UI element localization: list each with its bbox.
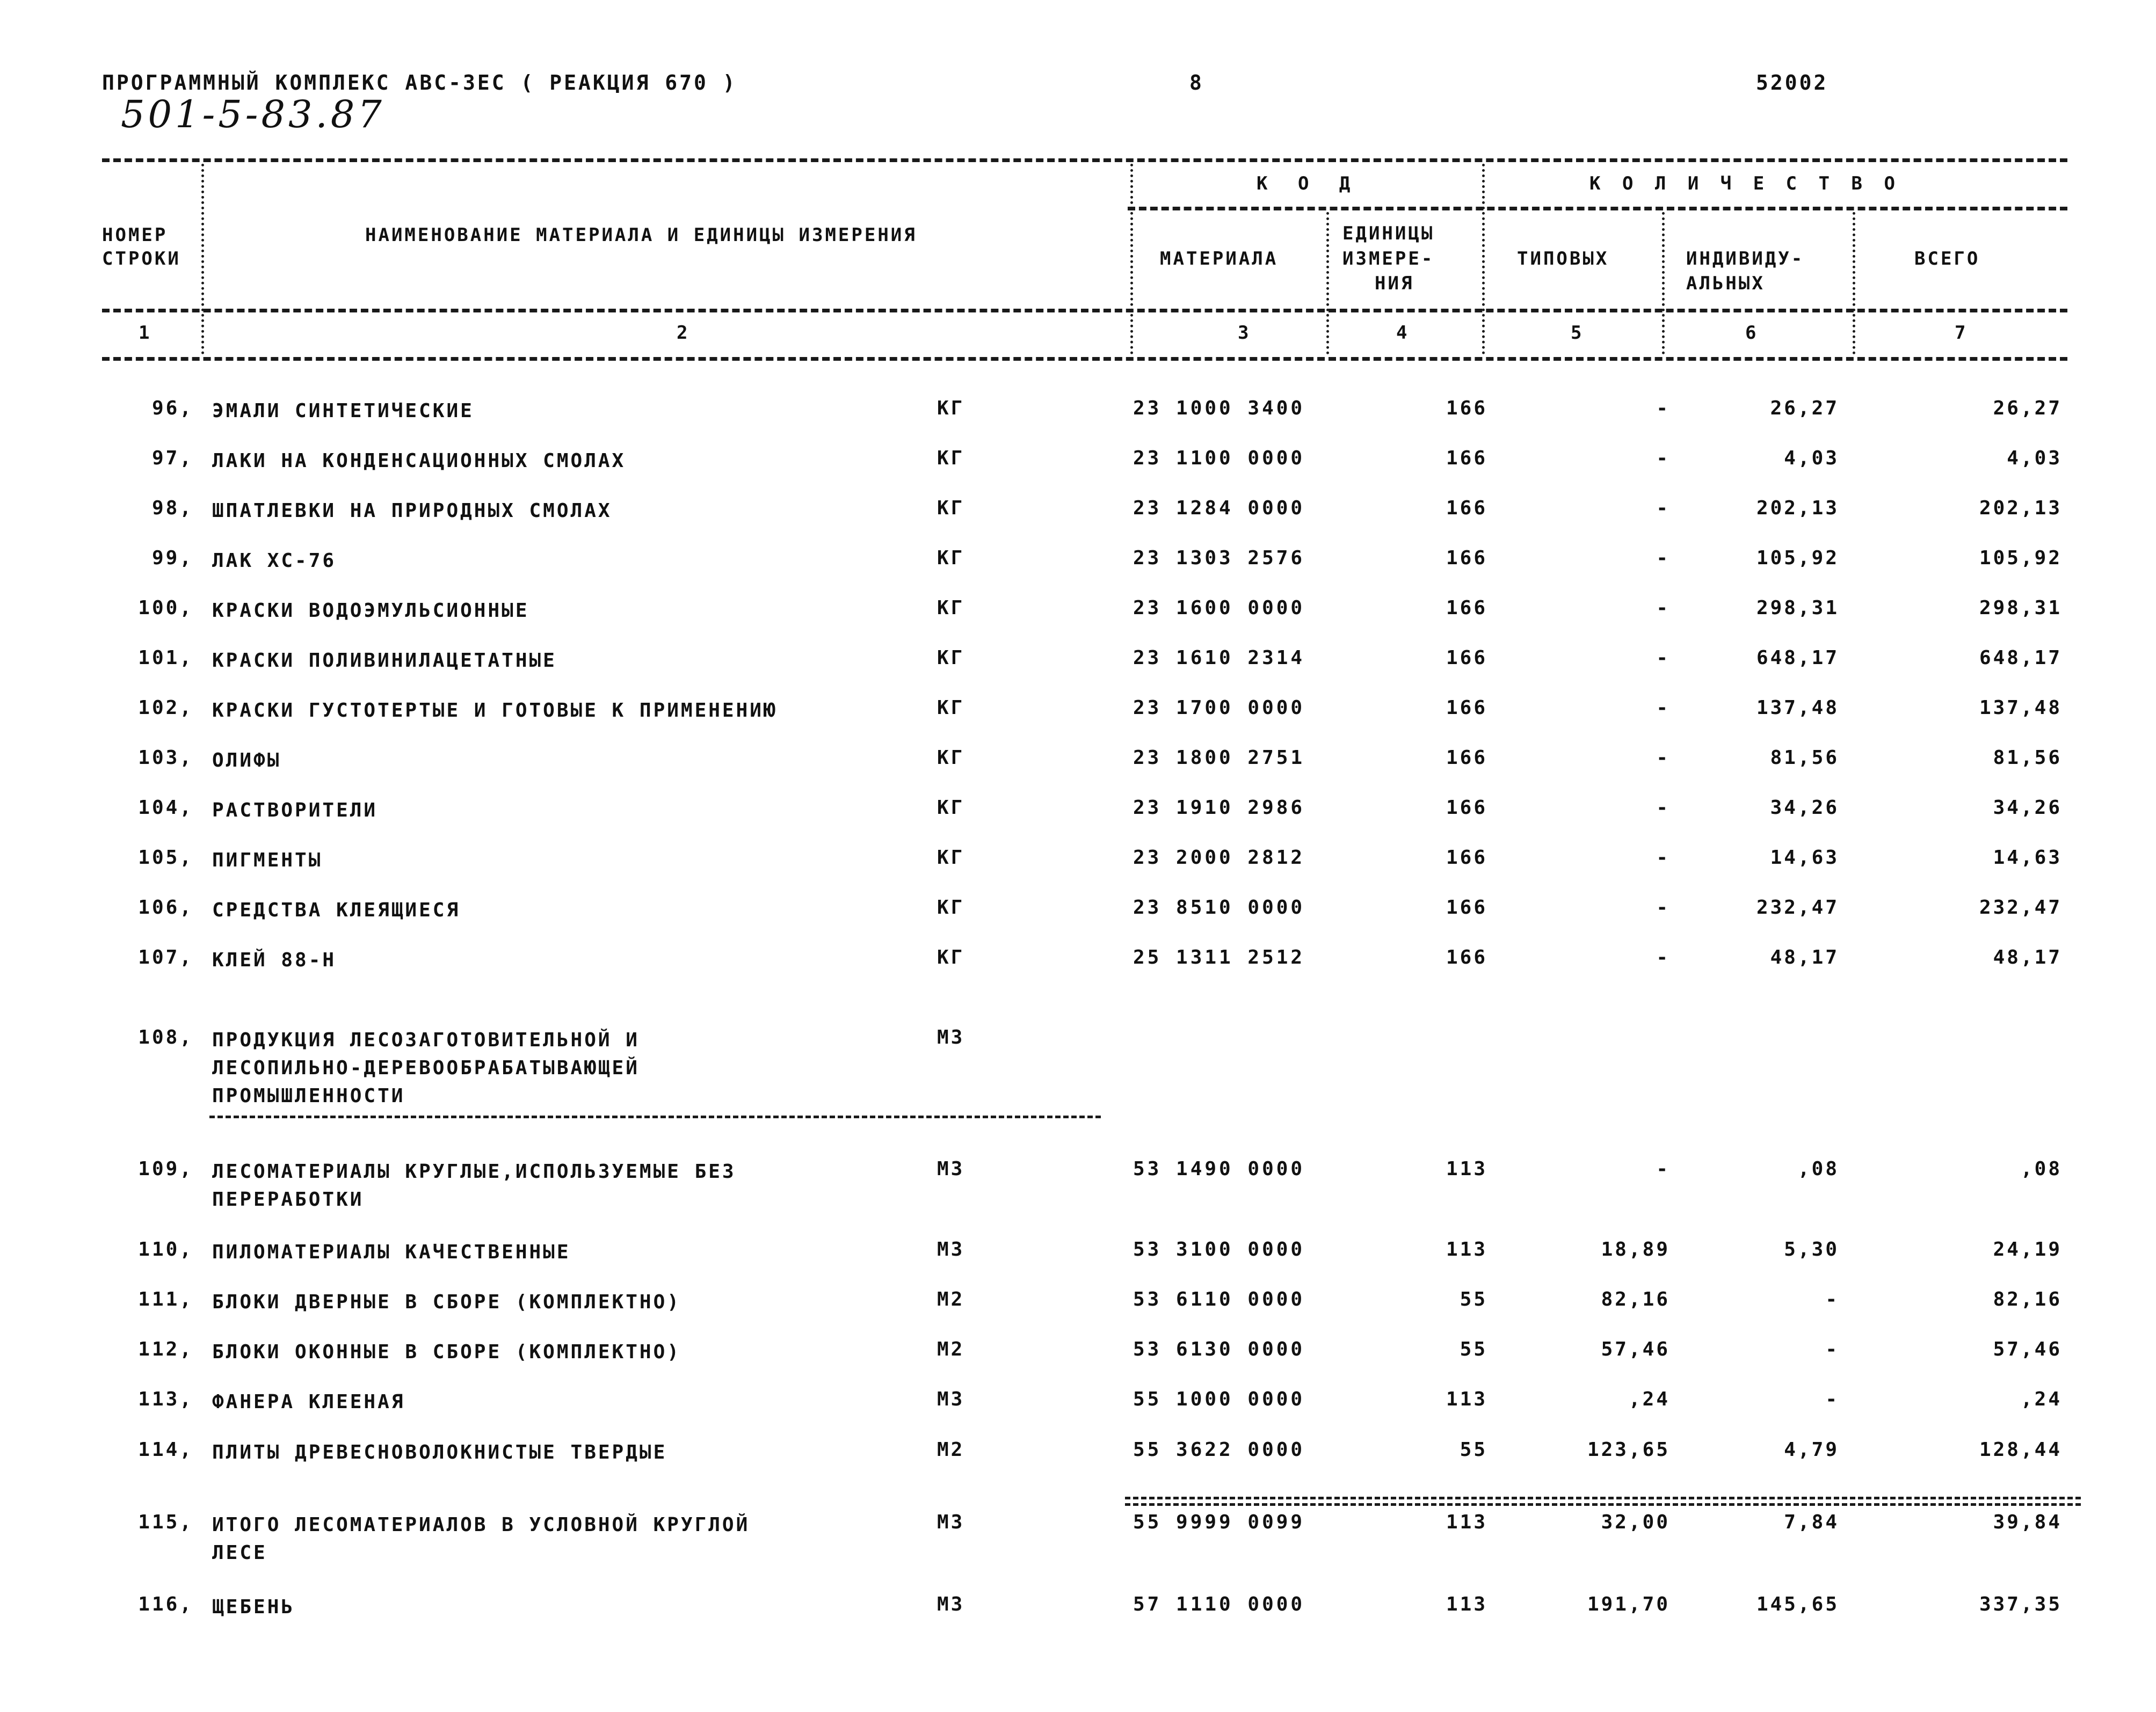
material-name: БЛОКИ ОКОННЫЕ В СБОРЕ (КОМПЛЕКТНО) (212, 1341, 681, 1363)
qty-total: 202,13 (1979, 497, 2062, 519)
header-separator (1853, 212, 1855, 354)
col-number-1: 1 (139, 322, 152, 344)
header-separator (1662, 212, 1665, 354)
material-name: ПЛИТЫ ДРЕВЕСНОВОЛОКНИСТЫЕ ТВЕРДЫЕ (212, 1441, 667, 1463)
col-header-individual-l1: ИНДИВИДУ- (1686, 248, 1805, 269)
qty-total: 26,27 (1993, 397, 2062, 419)
row-number: 116, (138, 1593, 193, 1615)
material-code: 23 1910 2986 (1133, 797, 1305, 819)
unit-code: 113 (1446, 1593, 1487, 1615)
qty-typical: - (1656, 747, 1670, 769)
unit-code: 113 (1446, 1158, 1487, 1180)
unit: КГ (937, 647, 965, 669)
col-number-5: 5 (1571, 322, 1584, 344)
material-code: 53 3100 0000 (1133, 1239, 1305, 1261)
material-code: 55 9999 0099 (1133, 1511, 1305, 1533)
material-code: 23 1100 0000 (1133, 447, 1305, 469)
material-code: 57 1110 0000 (1133, 1593, 1305, 1615)
qty-individual: 137,48 (1756, 697, 1839, 719)
row-number: 106, (138, 897, 193, 919)
material-name-line-1: ПРОДУКЦИЯ ЛЕСОЗАГОТОВИТЕЛЬНОЙ И (212, 1029, 640, 1051)
total-separator-rule-bottom (1125, 1503, 2081, 1506)
group-heading-underline (209, 1116, 1101, 1118)
row-number: 111, (138, 1288, 193, 1310)
unit-code: 166 (1446, 547, 1487, 569)
material-name-line-3: ПРОМЫШЛЕННОСТИ (212, 1085, 405, 1107)
material-code: 53 1490 0000 (1133, 1158, 1305, 1180)
row-number: 102, (138, 697, 193, 719)
row-number: 100, (138, 597, 193, 619)
material-code: 23 1610 2314 (1133, 647, 1305, 669)
qty-individual: ,08 (1797, 1158, 1839, 1180)
unit: КГ (937, 797, 965, 819)
unit: КГ (937, 697, 965, 719)
col-header-total: ВСЕГО (1914, 248, 1980, 269)
qty-individual: 34,26 (1770, 797, 1839, 819)
unit-code: 166 (1446, 397, 1487, 419)
qty-individual: 202,13 (1756, 497, 1839, 519)
document-code: 52002 (1756, 71, 1828, 94)
col-number-2: 2 (677, 322, 690, 344)
col-header-row-number-l1: НОМЕР (102, 224, 168, 246)
material-name: ШПАТЛЕВКИ НА ПРИРОДНЫХ СМОЛАХ (212, 500, 612, 522)
material-code: 23 1800 2751 (1133, 747, 1305, 769)
unit-code: 55 (1460, 1439, 1487, 1461)
qty-individual: 298,31 (1756, 597, 1839, 619)
qty-typical: - (1656, 847, 1670, 869)
unit-code: 166 (1446, 647, 1487, 669)
material-name: КЛЕЙ 88-Н (212, 949, 337, 971)
page-number: 8 (1189, 71, 1204, 94)
col-number-6: 6 (1745, 322, 1759, 344)
qty-total: 232,47 (1979, 897, 2062, 919)
unit: КГ (937, 497, 965, 519)
row-number: 110, (138, 1239, 193, 1261)
qty-typical: 57,46 (1601, 1338, 1670, 1360)
material-name: ЭМАЛИ СИНТЕТИЧЕСКИЕ (212, 400, 474, 422)
col-header-unit-code-l3: НИЯ (1375, 273, 1414, 294)
material-name: ПИЛОМАТЕРИАЛЫ КАЧЕСТВЕННЫЕ (212, 1241, 571, 1263)
row-number: 96, (151, 397, 193, 419)
unit: М2 (937, 1288, 965, 1310)
qty-individual: 4,03 (1784, 447, 1839, 469)
qty-individual: 5,30 (1784, 1239, 1839, 1261)
qty-individual: 145,65 (1756, 1593, 1839, 1615)
unit-code: 166 (1446, 897, 1487, 919)
material-code: 23 1303 2576 (1133, 547, 1305, 569)
qty-total: 24,19 (1993, 1239, 2062, 1261)
qty-typical: - (1656, 447, 1670, 469)
header-bottom-rule (102, 309, 2067, 312)
unit-code: 166 (1446, 797, 1487, 819)
material-name: ЛАК ХС-76 (212, 550, 337, 572)
qty-typical: - (1656, 547, 1670, 569)
qty-typical: - (1656, 897, 1670, 919)
qty-individual: - (1825, 1388, 1839, 1410)
qty-typical: 18,89 (1601, 1239, 1670, 1261)
program-title: ПРОГРАММНЫЙ КОМПЛЕКС АВС-3ЕС ( РЕАКЦИЯ 670 ) (102, 71, 737, 94)
col-header-typical: ТИПОВЫХ (1517, 248, 1609, 269)
unit: М3 (937, 1158, 965, 1180)
unit: КГ (937, 897, 965, 919)
unit: М2 (937, 1439, 965, 1461)
col-number-3: 3 (1238, 322, 1251, 344)
material-name: РАСТВОРИТЕЛИ (212, 799, 378, 821)
material-code: 55 3622 0000 (1133, 1439, 1305, 1461)
qty-individual: 26,27 (1770, 397, 1839, 419)
material-code: 53 6110 0000 (1133, 1288, 1305, 1310)
unit-code: 113 (1446, 1511, 1487, 1533)
qty-total: 34,26 (1993, 797, 2062, 819)
row-number: 103, (138, 747, 193, 769)
qty-total: 337,35 (1979, 1593, 2062, 1615)
qty-individual: - (1825, 1288, 1839, 1310)
col-header-material: МАТЕРИАЛА (1160, 248, 1279, 269)
material-name-line-2: ПЕРЕРАБОТКИ (212, 1189, 364, 1211)
material-name: БЛОКИ ДВЕРНЫЕ В СБОРЕ (КОМПЛЕКТНО) (212, 1291, 681, 1313)
header-separator (201, 164, 204, 354)
qty-individual: 105,92 (1756, 547, 1839, 569)
qty-total: 137,48 (1979, 697, 2062, 719)
material-name: ПИГМЕНТЫ (212, 849, 323, 871)
header-separator (1130, 164, 1133, 354)
qty-typical: 32,00 (1601, 1511, 1670, 1533)
material-code: 23 1284 0000 (1133, 497, 1305, 519)
unit: КГ (937, 597, 965, 619)
qty-typical: - (1656, 1158, 1670, 1180)
col-header-unit-code-l1: ЕДИНИЦЫ (1342, 223, 1435, 244)
qty-total: 39,84 (1993, 1511, 2062, 1533)
qty-individual: 14,63 (1770, 847, 1839, 869)
unit: М3 (937, 1593, 965, 1615)
unit: КГ (937, 397, 965, 419)
qty-total: 81,56 (1993, 747, 2062, 769)
unit: М3 (937, 1511, 965, 1533)
material-code: 55 1000 0000 (1133, 1388, 1305, 1410)
qty-individual: 4,79 (1784, 1439, 1839, 1461)
row-number: 109, (138, 1158, 193, 1180)
col-number-7: 7 (1955, 322, 1968, 344)
row-number: 105, (138, 847, 193, 869)
material-code: 23 2000 2812 (1133, 847, 1305, 869)
unit-code: 166 (1446, 447, 1487, 469)
qty-total: ,08 (2020, 1158, 2062, 1180)
row-number: 107, (138, 946, 193, 968)
unit-code: 113 (1446, 1239, 1487, 1261)
col-header-individual-l2: АЛЬНЫХ (1686, 273, 1765, 294)
unit: КГ (937, 847, 965, 869)
row-number: 104, (138, 797, 193, 819)
qty-total: 57,46 (1993, 1338, 2062, 1360)
qty-individual: 48,17 (1770, 946, 1839, 968)
code-group-rule (1128, 207, 2067, 210)
qty-total: 648,17 (1979, 647, 2062, 669)
col-header-unit-code-l2: ИЗМЕРЕ- (1342, 248, 1435, 269)
material-name-line-1: ИТОГО ЛЕСОМАТЕРИАЛОВ В УСЛОВНОЙ КРУГЛОЙ (212, 1514, 750, 1536)
material-name: ФАНЕРА КЛЕЕНАЯ (212, 1391, 405, 1413)
qty-typical: 82,16 (1601, 1288, 1670, 1310)
qty-total: 128,44 (1979, 1439, 2062, 1461)
row-number: 97, (151, 447, 193, 469)
qty-typical: - (1656, 797, 1670, 819)
qty-typical: - (1656, 647, 1670, 669)
unit-code: 113 (1446, 1388, 1487, 1410)
material-name: ОЛИФЫ (212, 749, 281, 771)
unit-code: 166 (1446, 697, 1487, 719)
header-separator (1326, 212, 1329, 354)
col-number-4: 4 (1396, 322, 1410, 344)
qty-typical: - (1656, 697, 1670, 719)
row-number: 101, (138, 647, 193, 669)
unit: КГ (937, 946, 965, 968)
col-header-quantity-group: К О Л И Ч Е С Т В О (1589, 173, 1900, 194)
material-name: КРАСКИ ВОДОЭМУЛЬСИОННЫЕ (212, 600, 529, 622)
qty-typical: 123,65 (1587, 1439, 1670, 1461)
total-separator-rule-top (1125, 1497, 2081, 1499)
qty-typical: - (1656, 497, 1670, 519)
row-number: 114, (138, 1439, 193, 1461)
material-code: 23 1600 0000 (1133, 597, 1305, 619)
material-name: СРЕДСТВА КЛЕЯЩИЕСЯ (212, 899, 461, 921)
handwritten-reference: 501-5-83.87 (121, 92, 385, 136)
qty-typical: ,24 (1628, 1388, 1670, 1410)
qty-typical: - (1656, 597, 1670, 619)
col-header-code-group: К О Д (1257, 173, 1360, 194)
unit-code: 166 (1446, 747, 1487, 769)
qty-individual: 7,84 (1784, 1511, 1839, 1533)
qty-typical: 191,70 (1587, 1593, 1670, 1615)
material-name-line-2: ЛЕСЕ (212, 1542, 267, 1564)
row-number: 99, (151, 547, 193, 569)
qty-total: 14,63 (1993, 847, 2062, 869)
table-top-rule (102, 158, 2067, 162)
unit-code: 166 (1446, 497, 1487, 519)
qty-total: 48,17 (1993, 946, 2062, 968)
qty-total: ,24 (2020, 1388, 2062, 1410)
material-code: 25 1311 2512 (1133, 946, 1305, 968)
qty-individual: 648,17 (1756, 647, 1839, 669)
unit: М3 (937, 1388, 965, 1410)
unit-code: 166 (1446, 847, 1487, 869)
row-number: 108, (138, 1026, 193, 1048)
material-name: КРАСКИ ГУСТОТЕРТЫЕ И ГОТОВЫЕ К ПРИМЕНЕНИЮ (212, 700, 778, 722)
col-header-row-number-l2: СТРОКИ (102, 248, 181, 269)
unit: КГ (937, 447, 965, 469)
row-number: 98, (151, 497, 193, 519)
material-code: 23 8510 0000 (1133, 897, 1305, 919)
unit-code: 166 (1446, 946, 1487, 968)
material-name-line-2: ЛЕСОПИЛЬНО-ДЕРЕВООБРАБАТЫВАЮЩЕЙ (212, 1057, 640, 1079)
material-name: КРАСКИ ПОЛИВИНИЛАЦЕТАТНЫЕ (212, 650, 557, 672)
unit: М2 (937, 1338, 965, 1360)
col-header-name: НАИМЕНОВАНИЕ МАТЕРИАЛА И ЕДИНИЦЫ ИЗМЕРЕНИЯ (365, 224, 917, 246)
qty-total: 82,16 (1993, 1288, 2062, 1310)
unit-code: 166 (1446, 597, 1487, 619)
qty-typical: - (1656, 397, 1670, 419)
qty-individual: 81,56 (1770, 747, 1839, 769)
material-name: ЛАКИ НА КОНДЕНСАЦИОННЫХ СМОЛАХ (212, 450, 626, 472)
row-number: 112, (138, 1338, 193, 1360)
material-name: ЩЕБЕНЬ (212, 1596, 295, 1618)
unit: КГ (937, 747, 965, 769)
material-code: 53 6130 0000 (1133, 1338, 1305, 1360)
column-numbers-rule (102, 357, 2067, 361)
header-separator (1482, 164, 1485, 354)
row-number: 115, (138, 1511, 193, 1533)
unit: М3 (937, 1026, 965, 1048)
qty-typical: - (1656, 946, 1670, 968)
qty-individual: - (1825, 1338, 1839, 1360)
row-number: 113, (138, 1388, 193, 1410)
material-code: 23 1700 0000 (1133, 697, 1305, 719)
material-name-line-1: ЛЕСОМАТЕРИАЛЫ КРУГЛЫЕ,ИСПОЛЬЗУЕМЫЕ БЕЗ (212, 1161, 736, 1183)
unit-code: 55 (1460, 1288, 1487, 1310)
unit-code: 55 (1460, 1338, 1487, 1360)
qty-total: 105,92 (1979, 547, 2062, 569)
qty-total: 298,31 (1979, 597, 2062, 619)
material-code: 23 1000 3400 (1133, 397, 1305, 419)
unit: М3 (937, 1239, 965, 1261)
qty-total: 4,03 (2007, 447, 2062, 469)
qty-individual: 232,47 (1756, 897, 1839, 919)
unit: КГ (937, 547, 965, 569)
